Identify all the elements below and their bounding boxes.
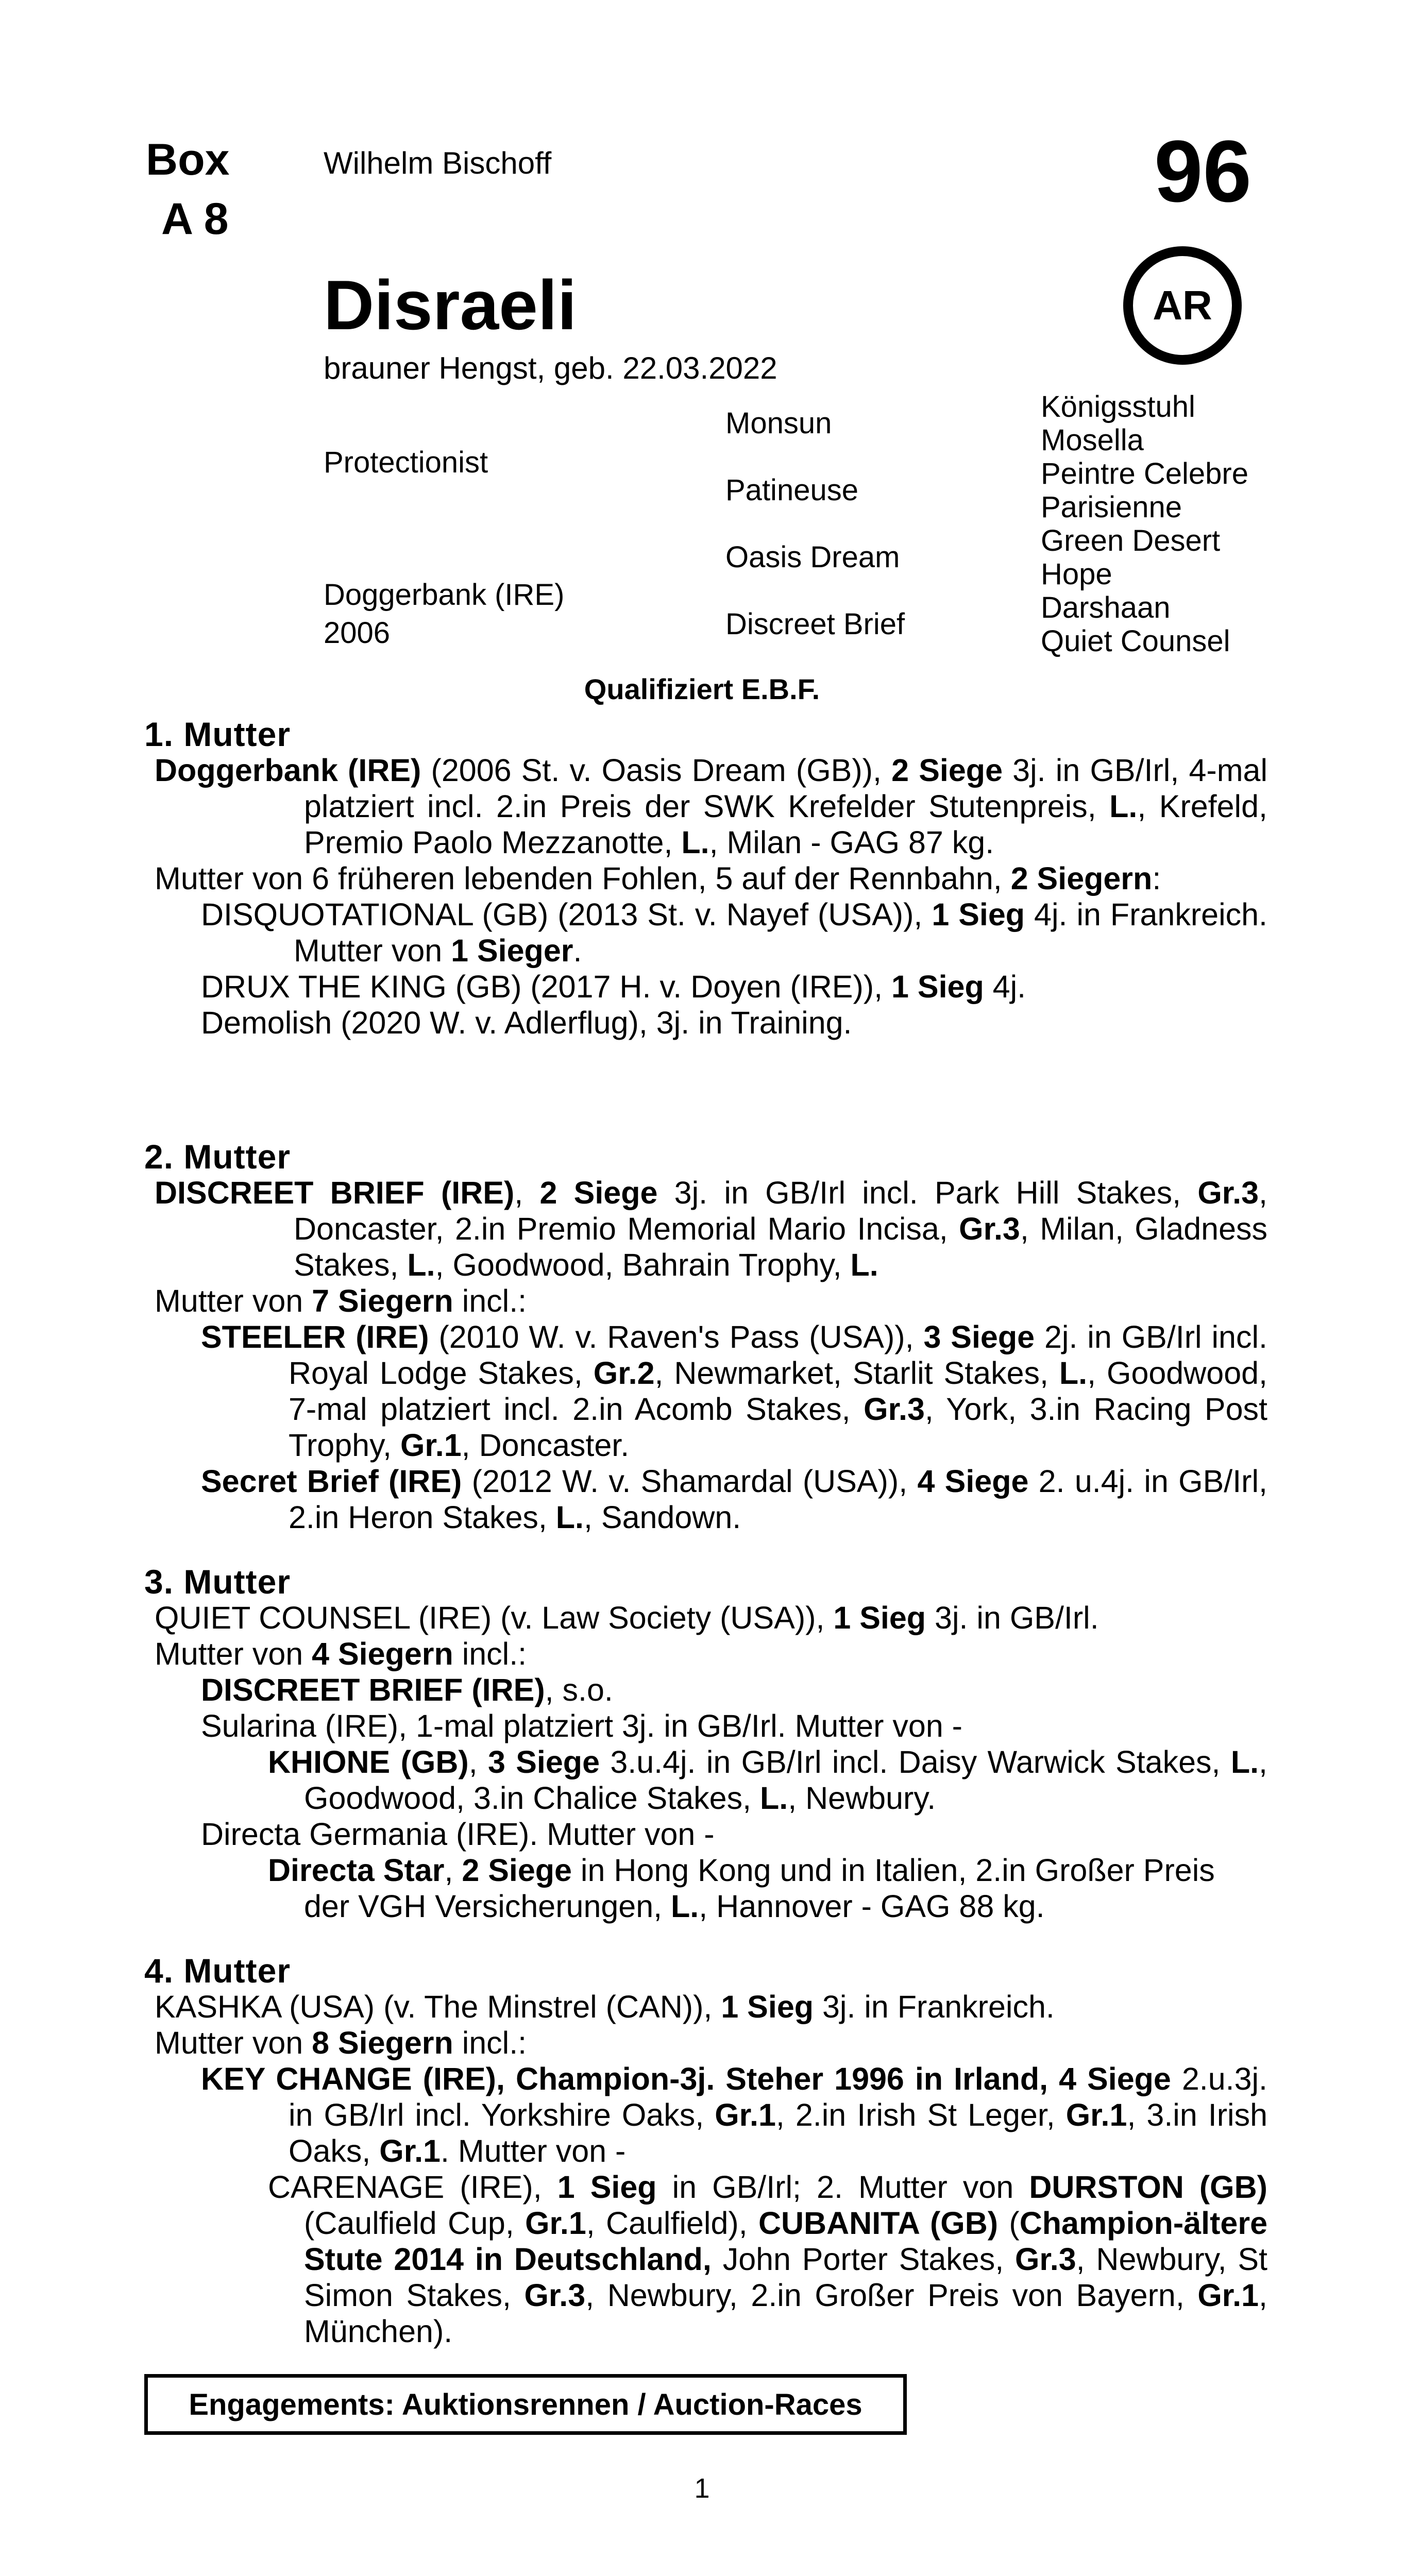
section-first-dam <box>144 716 1267 1041</box>
dam-paragraph: KASHKA (USA) (v. The Minstrel (CAN)), 1 Sieg 3j. in Frankreich. <box>155 1989 1055 2024</box>
owner-name: Wilhelm Bischoff <box>324 146 552 180</box>
section-heading: 1. Mutter <box>144 715 291 753</box>
lot-number: 96 <box>1154 123 1252 221</box>
horse-name: Disraeli <box>324 266 577 344</box>
qualification-note: Qualifiziert E.B.F. <box>584 673 820 705</box>
produce-summary: Mutter von 4 Siegern incl.: <box>155 1636 527 1671</box>
dam-name: DISCREET BRIEF (IRE) <box>155 1175 515 1210</box>
section-third-dam <box>144 1564 1267 1924</box>
ar-badge-label: AR <box>1153 282 1212 328</box>
grandoffspring-entry: CARENAGE (IRE), 1 Sieg in GB/Irl; 2. Mutter von DURSTON (GB) (Caulfield Cup, Gr.1, Caulfield), CUBANITA (GB) (Champion-ältere Stute 2014 in Deutschland, John Porter Stakes, Gr.3, Newbury, St Simon Stakes, Gr.3, Newbury, 2.in Großer Preis von Bayern, Gr.1, München). <box>268 2170 1268 2349</box>
offspring-name: Directa Star <box>268 1853 445 1888</box>
section-heading: 3. Mutter <box>144 1563 291 1601</box>
pedigree-gen2-item: Oasis Dream <box>725 540 900 574</box>
pedigree-dam-year: 2006 <box>324 616 391 650</box>
offspring-entry: Secret Brief (IRE) (2012 W. v. Shamardal (USA)), 4 Siege 2. u.4j. in GB/Irl, 2.in Heron Stakes, L., Sandown. <box>201 1464 1267 1535</box>
offspring-entry: DISQUOTATIONAL (GB) (2013 St. v. Nayef (USA)), 1 Sieg 4j. in Frankreich. Mutter von 1 Sieger. <box>201 897 1267 968</box>
grandoffspring-entry: KHIONE (GB), 3 Siege 3.u.4j. in GB/Irl incl. Daisy Warwick Stakes, L., Goodwood, 3.in Chalice Stakes, L., Newbury. <box>268 1744 1267 1816</box>
engagements-box <box>144 2374 907 2435</box>
pedigree-sire: Protectionist <box>324 446 488 479</box>
offspring-entry: DISCREET BRIEF (IRE), s.o. <box>201 1672 613 1707</box>
produce-summary: Mutter von 6 früheren lebenden Fohlen, 5 auf der Rennbahn, 2 Siegern: <box>155 861 1161 896</box>
dam-name: Doggerbank (IRE) <box>155 753 421 788</box>
grandoffspring-entry: Directa Star, 2 Siege in Hong Kong und in Italien, 2.in Großer Preis der VGH Versicherungen, L., Hannover - GAG 88 kg. <box>268 1853 1215 1924</box>
section-heading: 4. Mutter <box>144 1952 291 1990</box>
pedigree-gen3-item: Peintre Celebre <box>1041 457 1248 490</box>
pedigree-gen3-item: Darshaan <box>1041 591 1171 624</box>
pedigree-gen2-item: Monsun <box>725 406 832 440</box>
dam-paragraph: Doggerbank (IRE) (2006 St. v. Oasis Dream (GB)), 2 Siege 3j. in GB/Irl, 4-mal platziert incl. 2.in Preis der SWK Krefelder Stutenpreis, L., Krefeld, Premio Paolo Mezzanotte, L., Milan - GAG 87 kg. <box>155 753 1267 860</box>
pedigree-gen3-item: Mosella <box>1041 423 1144 457</box>
produce-summary: Mutter von 7 Siegern incl.: <box>155 1283 527 1318</box>
offspring-entry: STEELER (IRE) (2010 W. v. Raven's Pass (USA)), 3 Siege 2j. in GB/Irl incl. Royal Lodge Stakes, Gr.2, Newmarket, Starlit Stakes, L., Goodwood, 7-mal platziert incl. 2.in Acomb Stakes, Gr.3, York, 3.in Racing Post Trophy, Gr.1, Doncaster. <box>201 1319 1267 1463</box>
offspring-entry: Demolish (2020 W. v. Adlerflug), 3j. in Training. <box>201 1005 852 1040</box>
offspring-name: KHIONE (GB) <box>268 1744 469 1780</box>
engagements-label: Engagements: Auktionsrennen / Auction-Races <box>189 2387 862 2421</box>
section-fourth-dam <box>144 1953 1267 2349</box>
offspring-name: DISCREET BRIEF (IRE) <box>201 1672 545 1707</box>
box-label: Box <box>146 135 230 184</box>
produce-summary: Mutter von 8 Siegern incl.: <box>155 2025 527 2060</box>
offspring-entry: KEY CHANGE (IRE), Champion-3j. Steher 1996 in Irland, 4 Siege 2.u.3j. in GB/Irl incl. Yorkshire Oaks, Gr.1, 2.in Irish St Leger, Gr.1, 3.in Irish Oaks, Gr.1. Mutter von - <box>201 2061 1268 2168</box>
pedigree-gen2-item: Patineuse <box>725 473 858 507</box>
dam-paragraph: QUIET COUNSEL (IRE) (v. Law Society (USA)), 1 Sieg 3j. in GB/Irl. <box>155 1600 1099 1635</box>
section-second-dam <box>144 1139 1267 1535</box>
box-number: A 8 <box>161 194 229 244</box>
horse-info: brauner Hengst, geb. 22.03.2022 <box>324 351 777 385</box>
pedigree-gen3-item: Königsstuhl <box>1041 390 1195 423</box>
pedigree-gen3-item: Parisienne <box>1041 490 1182 524</box>
offspring-name: STEELER (IRE) <box>201 1319 429 1354</box>
offspring-entry: Directa Germania (IRE). Mutter von - <box>201 1817 715 1852</box>
pedigree-gen3-item: Hope <box>1041 557 1112 591</box>
page-number: 1 <box>694 2473 710 2504</box>
pedigree-dam: Doggerbank (IRE) <box>324 578 565 612</box>
pedigree-gen2-item: Discreet Brief <box>725 607 905 641</box>
offspring-entry: Sularina (IRE), 1-mal platziert 3j. in GB/Irl. Mutter von - <box>201 1708 962 1743</box>
pedigree-gen3-item: Quiet Counsel <box>1041 624 1230 658</box>
offspring-name: KEY CHANGE (IRE) <box>201 2061 496 2096</box>
offspring-name: Secret Brief (IRE) <box>201 1464 462 1499</box>
section-heading: 2. Mutter <box>144 1138 291 1176</box>
pedigree-gen3-item: Green Desert <box>1041 524 1221 557</box>
offspring-entry: DRUX THE KING (GB) (2017 H. v. Doyen (IRE)), 1 Sieg 4j. <box>201 969 1026 1004</box>
dam-paragraph: DISCREET BRIEF (IRE), 2 Siege 3j. in GB/Irl incl. Park Hill Stakes, Gr.3, Doncaster, 2.in Premio Memorial Mario Incisa, Gr.3, Milan, Gladness Stakes, L., Goodwood, Bahrain Trophy, L. <box>155 1175 1268 1282</box>
ar-badge <box>1123 246 1242 365</box>
